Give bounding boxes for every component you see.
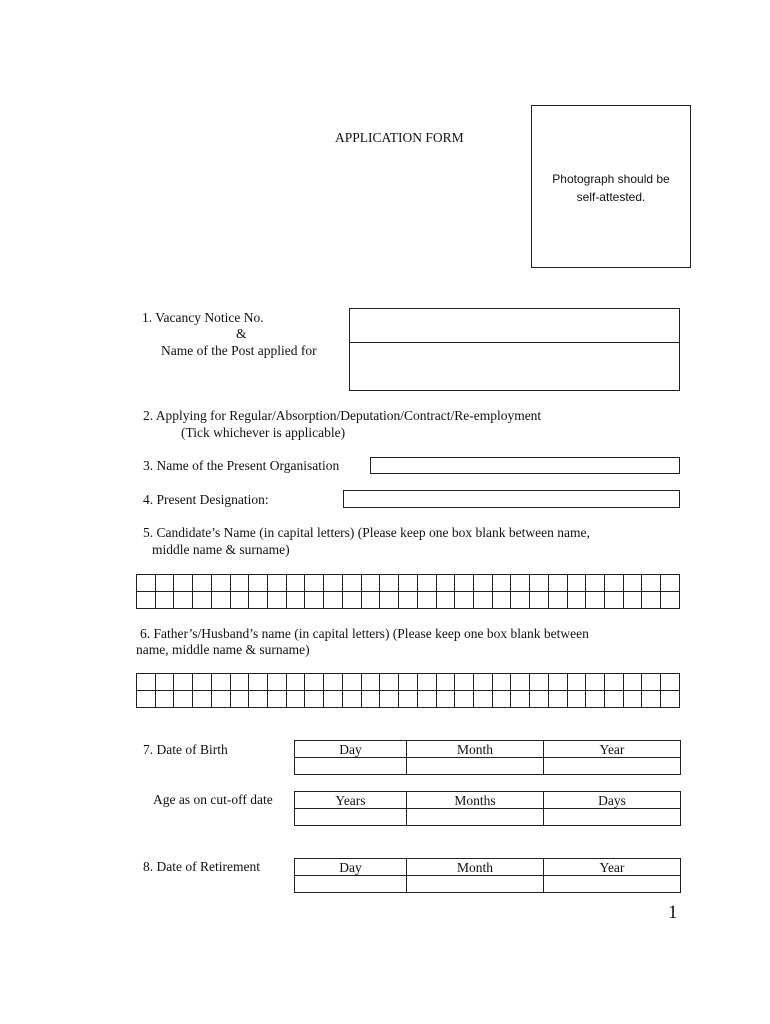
letter-box[interactable] — [193, 575, 212, 592]
letter-box[interactable] — [305, 674, 324, 691]
age-cutoff-label: Age as on cut-off date — [153, 792, 273, 807]
dob-year-header: Year — [544, 741, 681, 758]
letter-box[interactable] — [661, 592, 680, 609]
letter-box[interactable] — [174, 592, 193, 609]
letter-box[interactable] — [211, 592, 230, 609]
page-number: 1 — [668, 902, 678, 923]
letter-box[interactable] — [249, 691, 268, 708]
letter-box[interactable] — [436, 575, 455, 592]
letter-box[interactable] — [604, 575, 623, 592]
letter-box[interactable] — [417, 575, 436, 592]
father-husband-name-label: 6. Father’s/Husband’s name (in capital letters) (Please keep one box blank between — [140, 626, 589, 641]
candidate-name-note: middle name & surname) — [152, 542, 290, 557]
letter-box[interactable] — [492, 592, 511, 609]
present-organisation-label: 3. Name of the Present Organisation — [143, 458, 340, 473]
letter-box[interactable] — [586, 592, 605, 609]
letter-box[interactable] — [380, 592, 399, 609]
letter-box[interactable] — [530, 575, 549, 592]
letter-box[interactable] — [230, 674, 249, 691]
letter-box[interactable] — [361, 575, 380, 592]
letter-box[interactable] — [436, 592, 455, 609]
letter-box[interactable] — [586, 691, 605, 708]
letter-box[interactable] — [230, 575, 249, 592]
letter-box[interactable] — [380, 575, 399, 592]
letter-box[interactable] — [399, 592, 418, 609]
letter-box[interactable] — [567, 575, 586, 592]
letter-box[interactable] — [342, 575, 361, 592]
letter-box[interactable] — [623, 691, 642, 708]
letter-box[interactable] — [137, 575, 156, 592]
letter-box[interactable] — [567, 691, 586, 708]
letter-box[interactable] — [567, 592, 586, 609]
letter-box[interactable] — [249, 592, 268, 609]
age-months-input[interactable] — [407, 809, 544, 826]
age-years-input[interactable] — [295, 809, 407, 826]
letter-box[interactable] — [305, 592, 324, 609]
dob-day-input[interactable] — [295, 758, 407, 775]
age-days-input[interactable] — [544, 809, 681, 826]
letter-box[interactable] — [361, 691, 380, 708]
age-cutoff-table — [294, 791, 681, 826]
letter-box[interactable] — [586, 575, 605, 592]
date-of-birth-label: 7. Date of Birth — [143, 742, 228, 757]
retirement-year-input[interactable] — [544, 876, 681, 893]
letter-box[interactable] — [342, 592, 361, 609]
letter-box[interactable] — [511, 575, 530, 592]
letter-box[interactable] — [174, 691, 193, 708]
letter-box[interactable] — [661, 575, 680, 592]
age-months-header: Months — [407, 792, 544, 809]
dob-day-header: Day — [295, 741, 407, 758]
letter-box[interactable] — [305, 575, 324, 592]
letter-box[interactable] — [455, 674, 474, 691]
letter-box[interactable] — [230, 592, 249, 609]
letter-box[interactable] — [268, 691, 287, 708]
letter-box[interactable] — [511, 674, 530, 691]
letter-box[interactable] — [492, 575, 511, 592]
letter-box[interactable] — [417, 691, 436, 708]
letter-box[interactable] — [473, 691, 492, 708]
letter-box[interactable] — [530, 592, 549, 609]
letter-box[interactable] — [324, 674, 343, 691]
ampersand-label: & — [236, 326, 247, 341]
letter-box[interactable] — [324, 592, 343, 609]
letter-box[interactable] — [455, 575, 474, 592]
letter-box[interactable] — [436, 674, 455, 691]
retirement-month-input[interactable] — [407, 876, 544, 893]
letter-box[interactable] — [305, 691, 324, 708]
dob-month-input[interactable] — [407, 758, 544, 775]
applying-for-label: 2. Applying for Regular/Absorption/Deputation/Contract/Re-employment — [143, 408, 542, 423]
letter-box[interactable] — [342, 691, 361, 708]
letter-box[interactable] — [324, 575, 343, 592]
letter-box[interactable] — [324, 691, 343, 708]
letter-box[interactable] — [286, 592, 305, 609]
letter-box[interactable] — [342, 674, 361, 691]
present-organisation-field[interactable] — [370, 457, 680, 474]
letter-box[interactable] — [137, 674, 156, 691]
retirement-year-header: Year — [544, 859, 681, 876]
letter-box[interactable] — [642, 592, 661, 609]
photograph-note — [532, 170, 690, 206]
letter-box[interactable] — [511, 691, 530, 708]
post-name-label: Name of the Post applied for — [161, 343, 317, 358]
letter-box[interactable] — [417, 674, 436, 691]
post-name-field[interactable] — [349, 342, 680, 391]
letter-box[interactable] — [473, 575, 492, 592]
letter-box[interactable] — [174, 674, 193, 691]
letter-box[interactable] — [286, 674, 305, 691]
letter-box[interactable] — [417, 592, 436, 609]
letter-box[interactable] — [249, 575, 268, 592]
photograph-note-line1: Photograph should be — [552, 172, 670, 186]
dob-year-input[interactable] — [544, 758, 681, 775]
letter-box[interactable] — [623, 575, 642, 592]
retirement-month-header: Month — [407, 859, 544, 876]
letter-box[interactable] — [530, 691, 549, 708]
letter-box[interactable] — [155, 575, 174, 592]
letter-box[interactable] — [661, 691, 680, 708]
letter-box[interactable] — [455, 592, 474, 609]
letter-box[interactable] — [361, 674, 380, 691]
letter-box[interactable] — [623, 674, 642, 691]
letter-box[interactable] — [548, 691, 567, 708]
letter-box[interactable] — [174, 575, 193, 592]
vacancy-notice-field[interactable] — [349, 308, 680, 343]
letter-box[interactable] — [286, 691, 305, 708]
tick-instruction: (Tick whichever is applicable) — [181, 425, 346, 440]
retirement-day-input[interactable] — [295, 876, 407, 893]
letter-box[interactable] — [473, 674, 492, 691]
letter-box[interactable] — [455, 691, 474, 708]
letter-box[interactable] — [436, 691, 455, 708]
letter-box[interactable] — [399, 691, 418, 708]
letter-box[interactable] — [268, 674, 287, 691]
letter-box[interactable] — [193, 674, 212, 691]
letter-box[interactable] — [492, 691, 511, 708]
father-husband-name-boxes[interactable] — [136, 673, 680, 708]
letter-box[interactable] — [155, 592, 174, 609]
date-of-retirement-label: 8. Date of Retirement — [143, 859, 260, 874]
age-years-header: Years — [295, 792, 407, 809]
letter-box[interactable] — [286, 575, 305, 592]
letter-box[interactable] — [567, 674, 586, 691]
letter-box[interactable] — [623, 592, 642, 609]
photograph-note-line2: self-attested. — [576, 190, 646, 204]
letter-box[interactable] — [642, 691, 661, 708]
dob-month-header: Month — [407, 741, 544, 758]
letter-box[interactable] — [211, 674, 230, 691]
letter-box[interactable] — [399, 575, 418, 592]
letter-box[interactable] — [249, 674, 268, 691]
letter-box[interactable] — [548, 575, 567, 592]
letter-box[interactable] — [511, 592, 530, 609]
letter-box[interactable] — [604, 691, 623, 708]
candidate-name-boxes[interactable] — [136, 574, 680, 609]
letter-box[interactable] — [380, 674, 399, 691]
letter-box[interactable] — [268, 575, 287, 592]
photograph-box[interactable] — [531, 105, 691, 268]
age-days-header: Days — [544, 792, 681, 809]
letter-box[interactable] — [155, 674, 174, 691]
letter-box[interactable] — [530, 674, 549, 691]
letter-box[interactable] — [193, 691, 212, 708]
letter-box[interactable] — [604, 674, 623, 691]
letter-box[interactable] — [642, 575, 661, 592]
letter-box[interactable] — [193, 592, 212, 609]
letter-box[interactable] — [548, 674, 567, 691]
letter-box[interactable] — [642, 674, 661, 691]
letter-box[interactable] — [604, 592, 623, 609]
father-husband-name-note: name, middle name & surname) — [136, 642, 310, 657]
letter-box[interactable] — [399, 674, 418, 691]
letter-box[interactable] — [155, 691, 174, 708]
letter-box[interactable] — [361, 592, 380, 609]
letter-box[interactable] — [268, 592, 287, 609]
letter-box[interactable] — [548, 592, 567, 609]
letter-box[interactable] — [137, 592, 156, 609]
letter-box[interactable] — [492, 674, 511, 691]
letter-box[interactable] — [230, 691, 249, 708]
letter-box[interactable] — [137, 691, 156, 708]
letter-box[interactable] — [380, 691, 399, 708]
date-of-birth-table — [294, 740, 681, 775]
retirement-day-header: Day — [295, 859, 407, 876]
vacancy-notice-label: 1. Vacancy Notice No. — [142, 310, 264, 325]
letter-box[interactable] — [586, 674, 605, 691]
form-title: APPLICATION FORM — [335, 130, 464, 145]
present-designation-label: 4. Present Designation: — [143, 492, 269, 507]
present-designation-field[interactable] — [343, 490, 680, 508]
letter-box[interactable] — [473, 592, 492, 609]
letter-box[interactable] — [661, 674, 680, 691]
candidate-name-label: 5. Candidate’s Name (in capital letters) (Please keep one box blank between name, — [143, 525, 590, 540]
date-of-retirement-table — [294, 858, 681, 893]
letter-box[interactable] — [211, 575, 230, 592]
letter-box[interactable] — [211, 691, 230, 708]
